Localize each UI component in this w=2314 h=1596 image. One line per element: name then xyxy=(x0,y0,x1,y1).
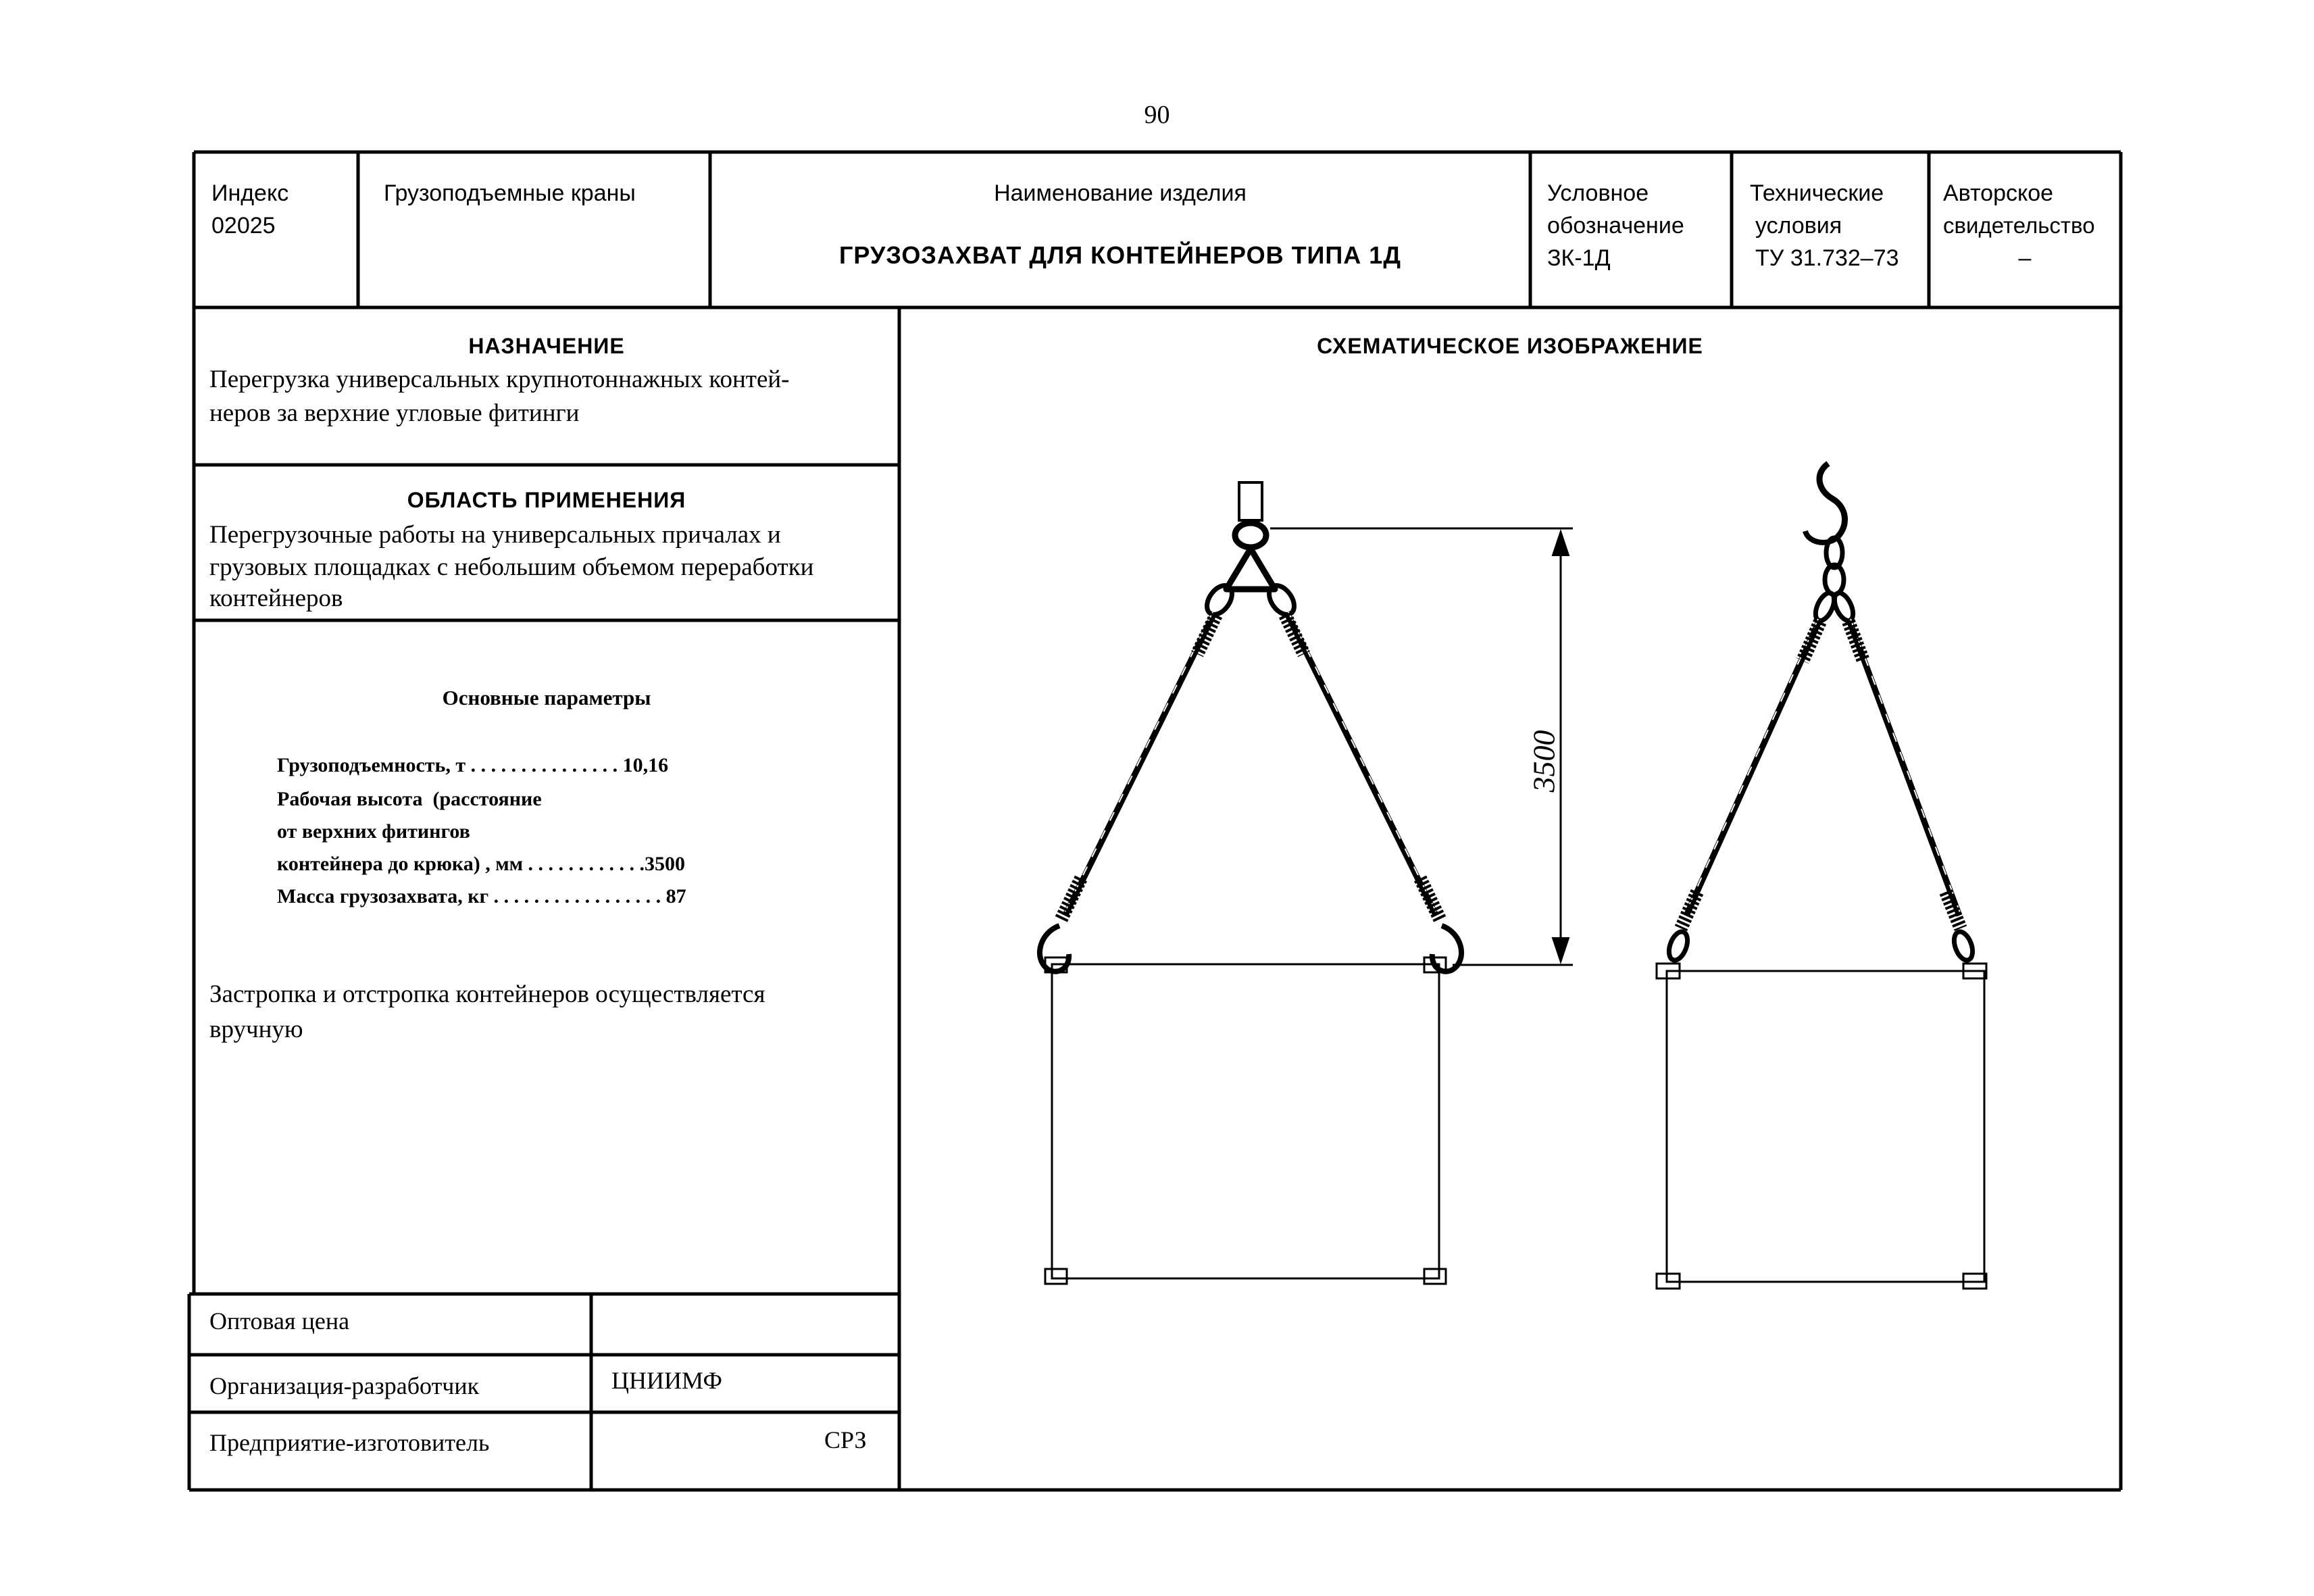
product-name: ГРУЗОЗАХВАТ ДЛЯ КОНТЕЙНЕРОВ ТИПА 1Д xyxy=(839,241,1401,269)
index-value: 02025 xyxy=(211,213,276,239)
designation-label-2: обозначение xyxy=(1547,213,1684,239)
page-number: 90 xyxy=(1144,101,1170,129)
product-group: Грузоподъемные краны xyxy=(384,180,636,206)
right-sling-drawing xyxy=(1657,464,1986,1289)
tech-conditions-label-2: условия xyxy=(1755,213,1842,239)
param-mass: Масса грузозахвата, кг . . . . . . . . . . . . . . . . . 87 xyxy=(277,885,686,907)
param-height-label-2: от верхних фитингов xyxy=(277,820,470,843)
dimension-label: 3500 xyxy=(1526,730,1561,793)
product-name-label: Наименование изделия xyxy=(994,180,1247,206)
manufacturer-value: СРЗ xyxy=(824,1426,867,1453)
designation-value: ЗК-1Д xyxy=(1547,245,1611,271)
param-height-label: Рабочая высота (расстояние xyxy=(277,788,542,810)
author-cert-value: – xyxy=(2018,245,2032,271)
developer-label: Организация-разработчик xyxy=(209,1372,480,1399)
purpose-title: НАЗНАЧЕНИЕ xyxy=(468,334,625,358)
param-capacity: Грузоподъемность, т . . . . . . . . . . . . . . . 10,16 xyxy=(277,754,669,776)
developer-value: ЦНИИМФ xyxy=(611,1367,722,1394)
tech-conditions-label-1: Технические xyxy=(1750,180,1884,206)
parameters-title: Основные параметры xyxy=(442,686,651,709)
index-label: Индекс xyxy=(211,180,289,206)
manufacturer-label: Предприятие-изготовитель xyxy=(209,1429,490,1456)
designation-label-1: Условное xyxy=(1547,180,1649,206)
left-sling-drawing xyxy=(1040,482,1573,1284)
param-height: контейнера до крюка) , мм . . . . . . . . . . . .3500 xyxy=(277,853,686,875)
author-cert-label-2: свидетельство xyxy=(1943,213,2095,238)
note-line-2: вручную xyxy=(209,1016,303,1043)
schematic-title: СХЕМАТИЧЕСКОЕ ИЗОБРАЖЕНИЕ xyxy=(1317,334,1703,358)
application-line-2: грузовых площадках с небольшим объемом переработки xyxy=(209,553,814,581)
purpose-line-1: Перегрузка универсальных крупнотоннажных контей- xyxy=(209,366,790,393)
application-line-3: контейнеров xyxy=(209,584,343,612)
tech-conditions-value: ТУ 31.732–73 xyxy=(1755,245,1899,271)
application-title: ОБЛАСТЬ ПРИМЕНЕНИЯ xyxy=(407,488,686,512)
purpose-line-2: неров за верхние угловые фитинги xyxy=(209,399,580,427)
author-cert-label-1: Авторское xyxy=(1943,180,2054,206)
price-label: Оптовая цена xyxy=(209,1307,350,1335)
application-line-1: Перегрузочные работы на универсальных причалах и xyxy=(209,521,781,549)
note-line-1: Застропка и отстропка контейнеров осуществляется xyxy=(209,980,765,1008)
